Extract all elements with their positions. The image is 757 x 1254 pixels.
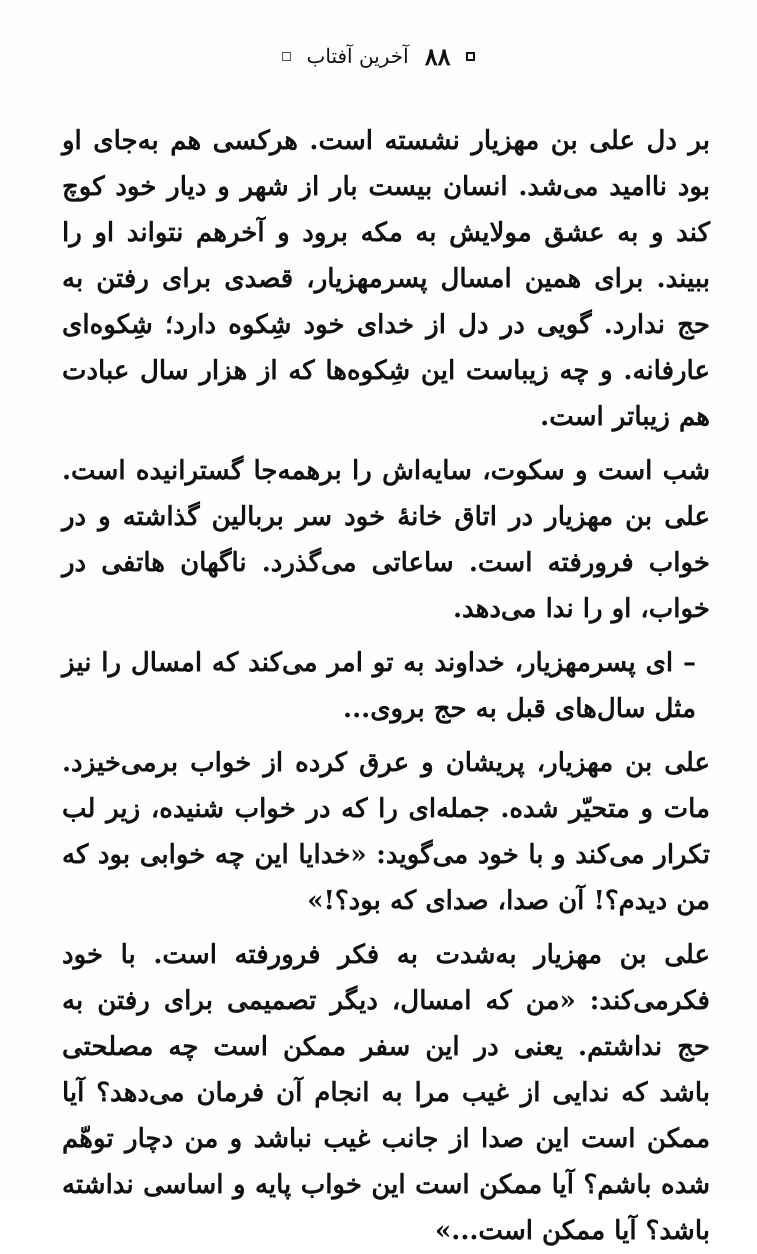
dialogue-paragraph: – ای پسرمهزیار، خداوند به تو امر می‌کند که امسال را نیز مثل سال‌های قبل به حج بروی...	[62, 648, 696, 724]
paragraph: علی بن مهزیار، پریشان و عرق کرده از خواب برمی‌خیزد. مات و متحیّر شده. جمله‌ای را که در خواب شنیده، زیر لب تکرار می‌کند و با خود می‌گوید: «خدایا این چه خوابی بود که من دیدم؟! آن صدا، صدای که بود؟!»	[62, 748, 710, 916]
paragraph: شب است و سکوت، سایه‌اش را برهمه‌جا گسترانیده است. علی بن مهزیار در اتاق خانهٔ خود سر بربالین گذاشته و در خواب فرورفته است. ساعاتی می‌گذرد. ناگهان هاتفی در خواب، او را ندا می‌دهد.	[62, 456, 710, 624]
header-square-ornament-icon	[466, 52, 475, 61]
book-title: آخرین آفتاب	[306, 44, 409, 68]
body-text	[62, 118, 710, 1254]
running-header	[0, 36, 757, 76]
paragraph: علی بن مهزیار به‌شدت به فکر فرورفته است. با خود فکرمی‌کند: «من که امسال، دیگر تصمیمی برای رفتن به حج نداشتم. یعنی در این سفر ممکن است چه مصلحتی باشد که ندایی از غیب مرا به انجام آن فرمان می‌دهد؟ آیا ممکن است این صدا از جانب غیب نباشد و من دچار توهّم شده باشم؟ آیا ممکن است این خواب پایه و اساسی نداشته باشد؟ آیا ممکن است...»	[62, 940, 710, 1246]
header-square-ornament-icon	[282, 52, 291, 61]
page-number: ۸۸	[424, 41, 451, 71]
paragraph: بر دل علی بن مهزیار نشسته است. هرکسی هم به‌جای او بود ناامید می‌شد. انسان بیست بار از شهر و دیار خود کوچ کند و به عشق مولایش به مکه برود و آخرهم نتواند او را ببیند. برای همین امسال پسرمهزیار، قصدی برای رفتن به حج ندارد. گویی در دل از خدای خود شِکوه دارد؛ شِکوه‌ای عارفانه. و چه زیباست این شِکوه‌ها که از هزار سال عبادت هم زیباتر است.	[62, 126, 710, 432]
